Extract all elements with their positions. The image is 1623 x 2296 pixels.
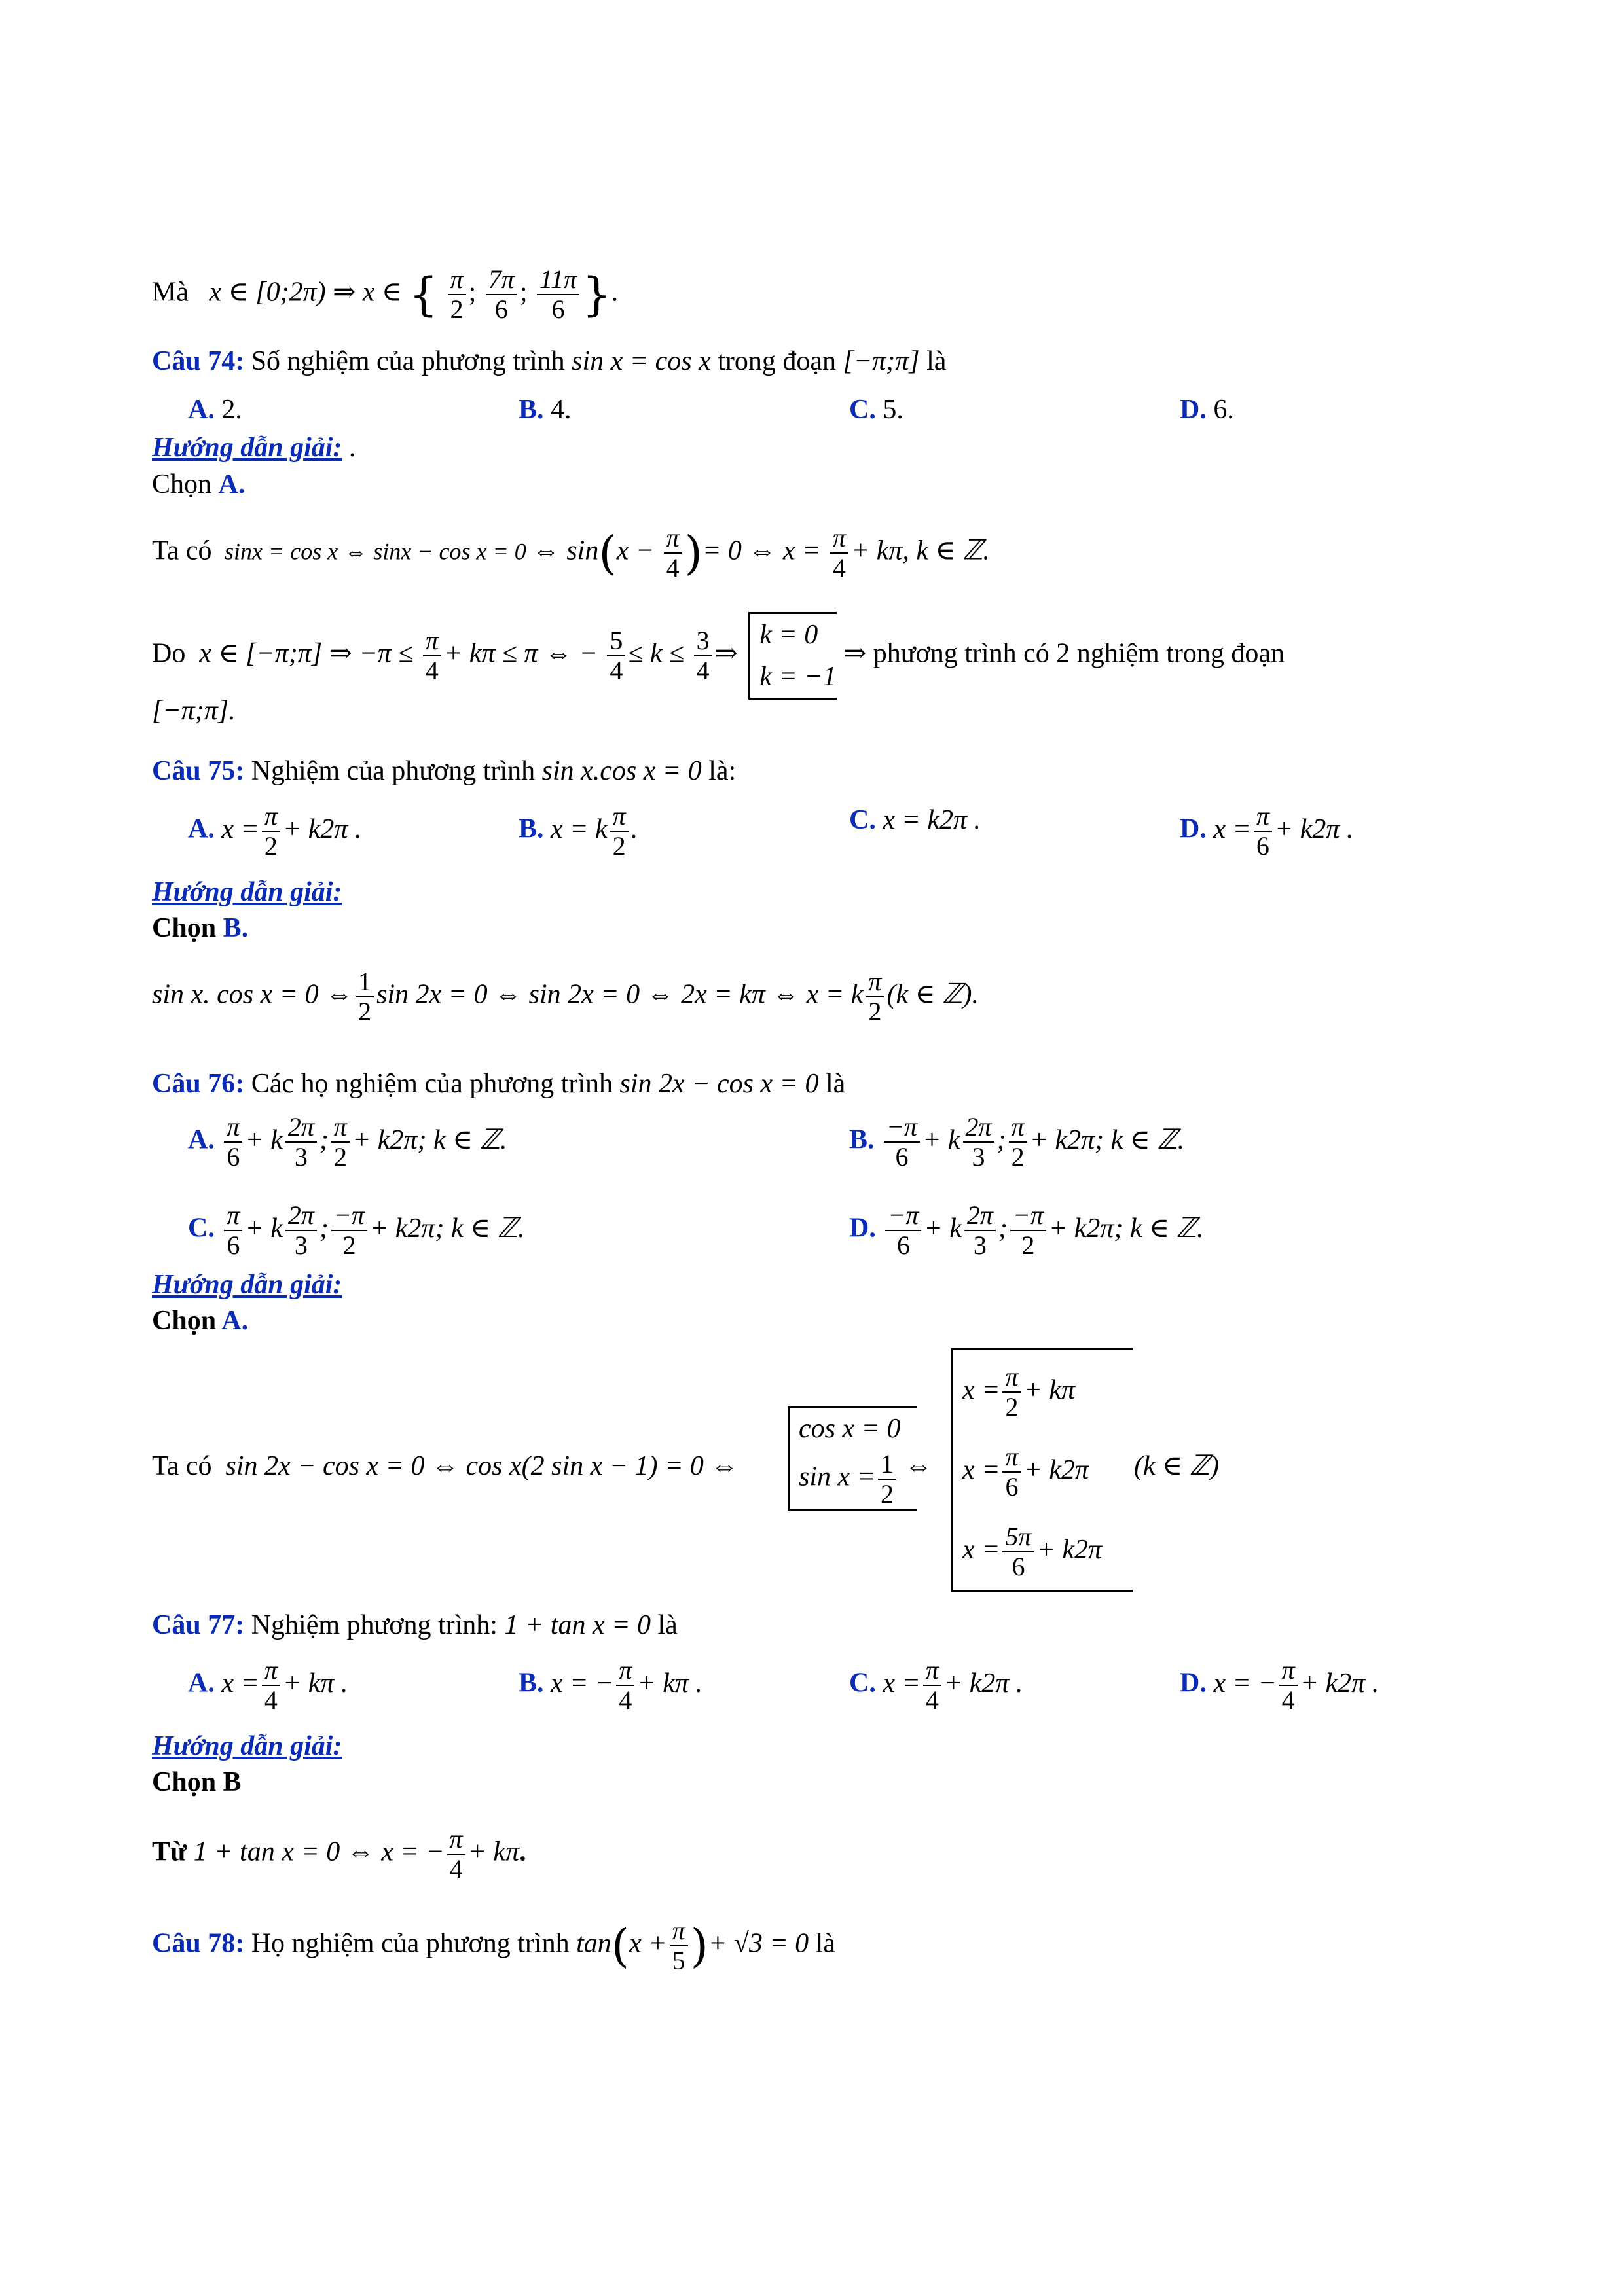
q76-kz: (k ∈ ℤ) [1134, 1451, 1219, 1481]
q75-opt-b-key[interactable]: B. [519, 814, 544, 844]
q77-guide-label: Hướng dẫn giải: [152, 1731, 342, 1761]
q75-opt-c[interactable]: x = k2π . [883, 805, 981, 835]
q75-choose [152, 910, 248, 946]
q75-opt-a[interactable]: x = $\frac{\pi}{2}$ + k2π . [221, 801, 362, 861]
q77-opt-b[interactable]: x = − $\frac{\pi}{4}$ + kπ . [551, 1655, 702, 1715]
q76-options-row2 [152, 1201, 1461, 1266]
q74-k-1: k = −1 [759, 662, 837, 692]
q73-set-2: $\frac{7\pi}{6}$ [486, 265, 517, 324]
q76-options-row1 [152, 1113, 1461, 1178]
q77-opt-d[interactable]: x = − $\frac{\pi}{4}$ + k2π . [1213, 1655, 1379, 1715]
q77-options [152, 1656, 1461, 1721]
q78-stem: Câu 78: Họ nghiệm của phương trình tan(x + $\frac{\pi}{5}$ )+ √3 = 0 là [152, 1916, 835, 1975]
q74-guide-label: Hướng dẫn giải: [152, 433, 342, 463]
q75-opt-c-key[interactable]: C. [849, 805, 876, 835]
q76-sys2-row2: x = $\frac{\pi}{6}$ + k2π [962, 1442, 1089, 1502]
q74-opt-d-key[interactable]: D. [1180, 395, 1207, 425]
q73-conclusion: Mà x ∈ [0;2π) ⇒ x ∈ { $\frac{\pi}{2}$ ; $\frac{7\pi}{6}$ ; $\frac{11\pi}{6}$ }. [152, 264, 619, 324]
q74-opt-c[interactable]: 5. [883, 395, 903, 425]
q74-line2-prefix: Do [152, 638, 186, 669]
q76-opt-a-key[interactable]: A. [188, 1124, 215, 1155]
q76-sys2-row3: x = $\frac{5\pi}{6}$ + k2π [962, 1522, 1103, 1582]
q74-opt-b-key[interactable]: B. [519, 395, 544, 425]
q74-opt-b[interactable]: 4. [551, 395, 572, 425]
q76-choose-answer: A. [221, 1306, 249, 1336]
q78-label: Câu 78: [152, 1928, 245, 1959]
q77-opt-a[interactable]: x = $\frac{\pi}{4}$ + kπ . [221, 1655, 348, 1715]
q76-opt-d-key[interactable]: D. [849, 1213, 876, 1244]
q76-line1-prefix: Ta có [152, 1451, 212, 1481]
q74-choose-prefix: Chọn [152, 469, 212, 499]
q74-choose [152, 466, 245, 503]
q75-guide-label: Hướng dẫn giải: [152, 877, 342, 907]
q74-stem: Câu 74: Số nghiệm của phương trình sin x = cos x trong đoạn [−π;π] là [152, 346, 947, 376]
q77-solution: Từ 1 + tan x = 0 ⇔ x = − $\frac{\pi}{4}$ + kπ. [152, 1824, 526, 1884]
q76-opt-d[interactable]: $\frac{-\pi}{6}$ + k $\frac{2\pi}{3}$ ; $\frac{-\pi}{2}$ + k2π; k ∈ ℤ. [883, 1213, 1203, 1244]
q74-opt-c-key[interactable]: C. [849, 395, 876, 425]
q77-choose-answer: Chọn B [152, 1767, 242, 1797]
document-page: Mà x ∈ [0;2π) ⇒ x ∈ { $\frac{\pi}{2}$ ; $\frac{7\pi}{6}$ ; $\frac{11\pi}{6}$ }. Câu 74: Số nghiệm của phương trình sin x = cos x trong đoạn [−π;π] là A. 2. B. 4. C. 5. D. 6. Hướng dẫn giải: . Chọn A. Ta có sinx = cos x ⇔ sinx − cos x = 0 ⇔ sin(x − $\frac{\pi}{4}$ )= 0 ⇔ x = $\frac{\pi}{4}$ + kπ, k ∈ ℤ. Do x ∈ [−π;π] ⇒ −π ≤ $\frac{\pi}{4}$ + kπ ≤ π ⇔ − $\frac{5}{4}$ ≤ k ≤ $\frac{3}{4}$ ⇒ k = 0 k = −1 ⇒ phương trình có 2 nghiệm trong đoạn [−π;π]. Câu 75: Nghiệm của phương trình sin x.cos x = 0 là: A. x = $\frac{\pi}{2}$ + k2π . B. x = k $\frac{\pi}{2}$ . C. x = k2π . D. x = $\frac{\pi}{6}$ + k2π . Hướng dẫn giải: Chọn B. sin x. cos x = 0 ⇔ $\frac{1}{2}$ sin 2x = 0 ⇔ sin 2x = 0 ⇔ 2x = kπ ⇔ x = k $\frac{\pi}{2}$ (k ∈ ℤ). Câu 76: Các họ nghiệm của phương trình sin 2x − cos x = 0 là A. $\frac{\pi}{6}$ + k $\frac{2\pi}{3}$ ; $\frac{\pi}{2}$ + k2π; k ∈ ℤ. B. $\frac{-\pi}{6}$ + k $\frac{2\pi}{3}$ ; $\frac{\pi}{2}$ + k2π; k ∈ ℤ. C. $\frac{\pi}{6}$ + k $\frac{2\pi}{3}$ ; $\frac{-\pi}{2}$ + k2π; k ∈ ℤ. D. $\frac{-\pi}{6}$ + k $\frac{2\pi}{3}$ ; $\frac{-\pi}{2}$ + k2π; k ∈ ℤ. Hướng dẫn giải: Chọn A. Ta có sin 2x − cos x = 0 ⇔ cos x(2 sin x − 1) = 0 ⇔ cos x = 0 sin x = $\frac{1}{2}$ ⇔ x = $\frac{\pi}{2}$ + kπ x = $\frac{\pi}{6}$ + k2π x = $\frac{5\pi}{6}$ + k2π (k ∈ ℤ) Câu 77: Nghiệm phương trình: 1 + tan x = 0 là A. x = $\frac{\pi}{4}$ + kπ . B. x = − $\frac{\pi}{4}$ + kπ . C. x = $\frac{\pi}{4}$ + k2π . D. x = − $\frac{\pi}{4}$ + k2π . Hướng dẫn giải: Chọn B Từ 1 + tan x = 0 ⇔ x = − $\frac{\pi}{4}$ + kπ. Câu 78: Họ nghiệm của phương trình tan(x + $\frac{\pi}{5}$ )+ √3 = 0 là [0, 0, 1623, 2296]
q76-opt-c-key[interactable]: C. [188, 1213, 215, 1244]
q76-label: Câu 76: [152, 1069, 245, 1099]
q76-guide [152, 1266, 342, 1303]
q74-label: Câu 74: [152, 346, 245, 376]
q73-set-3: $\frac{11\pi}{6}$ [537, 265, 579, 324]
q77-choose [152, 1764, 242, 1801]
q76-opt-a[interactable]: $\frac{\pi}{6}$ + k $\frac{2\pi}{3}$ ; $\frac{\pi}{2}$ + k2π; k ∈ ℤ. [221, 1125, 507, 1155]
q77-opt-d-key[interactable]: D. [1180, 1668, 1207, 1698]
q73-set-1: $\frac{\pi}{2}$ [448, 265, 466, 324]
q77-opt-c[interactable]: x = $\frac{\pi}{4}$ + k2π . [883, 1655, 1023, 1715]
q77-opt-a-key[interactable]: A. [188, 1668, 215, 1698]
q75-opt-d-key[interactable]: D. [1180, 814, 1207, 844]
q75-stem: Câu 75: Nghiệm của phương trình sin x.cos x = 0 là: [152, 756, 737, 786]
q74-interval: [−π;π]. [152, 696, 236, 726]
q74-opt-a-key[interactable]: A. [188, 395, 215, 425]
q75-label: Câu 75: [152, 756, 245, 786]
q75-solution: sin x. cos x = 0 ⇔ $\frac{1}{2}$ sin 2x = 0 ⇔ sin 2x = 0 ⇔ 2x = kπ ⇔ x = k $\frac{\pi}{2}$ (k ∈ ℤ). [152, 967, 979, 1026]
q76-stem: Câu 76: Các họ nghiệm của phương trình sin 2x − cos x = 0 là [152, 1069, 846, 1099]
q76-sys2-row1: x = $\frac{\pi}{2}$ + kπ [962, 1362, 1076, 1422]
q74-opt-a[interactable]: 2. [221, 395, 242, 425]
q76-system-2 [951, 1348, 1133, 1592]
q77-guide [152, 1728, 342, 1765]
q77-opt-b-key[interactable]: B. [519, 1668, 544, 1698]
q76-choose-prefix: Chọn [152, 1306, 217, 1336]
q75-opt-b[interactable]: x = k $\frac{\pi}{2}$ . [551, 801, 638, 861]
q76-sys1-row2: sin x = $\frac{1}{2}$ [799, 1450, 917, 1509]
q74-solution-3 [152, 692, 236, 729]
q74-k-system [748, 612, 836, 700]
q76-guide-label: Hướng dẫn giải: [152, 1270, 342, 1300]
q76-choose [152, 1302, 248, 1339]
q74-k-0: k = 0 [759, 620, 818, 650]
q75-options [152, 802, 1396, 867]
q74-solution-2: Do x ∈ [−π;π] ⇒ −π ≤ $\frac{\pi}{4}$ + kπ ≤ π ⇔ − $\frac{5}{4}$ ≤ k ≤ $\frac{3}{4}$ ⇒ k = 0 k = −1 ⇒ phương trình có 2 nghiệm trong đoạn [152, 612, 1285, 700]
q74-guide-tail: . [348, 433, 356, 463]
q74-guide [152, 429, 356, 466]
q75-choose-prefix: Chọn [152, 913, 217, 943]
q77-stem: Câu 77: Nghiệm phương trình: 1 + tan x = 0 là [152, 1610, 678, 1640]
q76-sys1-row1: cos x = 0 [799, 1414, 901, 1444]
q76-system-1 [788, 1406, 917, 1511]
q75-choose-answer: B. [223, 913, 249, 943]
q76-opt-b-key[interactable]: B. [849, 1124, 875, 1155]
q75-guide [152, 874, 342, 910]
q74-opt-d[interactable]: 6. [1213, 395, 1234, 425]
q75-opt-d[interactable]: x = $\frac{\pi}{6}$ + k2π . [1213, 801, 1354, 861]
q75-opt-a-key[interactable]: A. [188, 814, 215, 844]
q77-opt-c-key[interactable]: C. [849, 1668, 876, 1698]
q74-line2-conclusion: ⇒ phương trình có 2 nghiệm trong đoạn [843, 638, 1285, 669]
q77-label: Câu 77: [152, 1610, 245, 1640]
q74-line1-prefix: Ta có [152, 535, 212, 566]
q73-prefix: Mà [152, 277, 189, 308]
q74-choose-answer: A. [218, 469, 246, 499]
q76-opt-c[interactable]: $\frac{\pi}{6}$ + k $\frac{2\pi}{3}$ ; $\frac{-\pi}{2}$ + k2π; k ∈ ℤ. [221, 1213, 524, 1244]
q76-opt-b[interactable]: $\frac{-\pi}{6}$ + k $\frac{2\pi}{3}$ ; $\frac{\pi}{2}$ + k2π; k ∈ ℤ. [881, 1125, 1184, 1155]
q74-solution-1: Ta có sinx = cos x ⇔ sinx − cos x = 0 ⇔ sin(x − $\frac{\pi}{4}$ )= 0 ⇔ x = $\frac{\pi}{4}$ + kπ, k ∈ ℤ. [152, 523, 990, 583]
